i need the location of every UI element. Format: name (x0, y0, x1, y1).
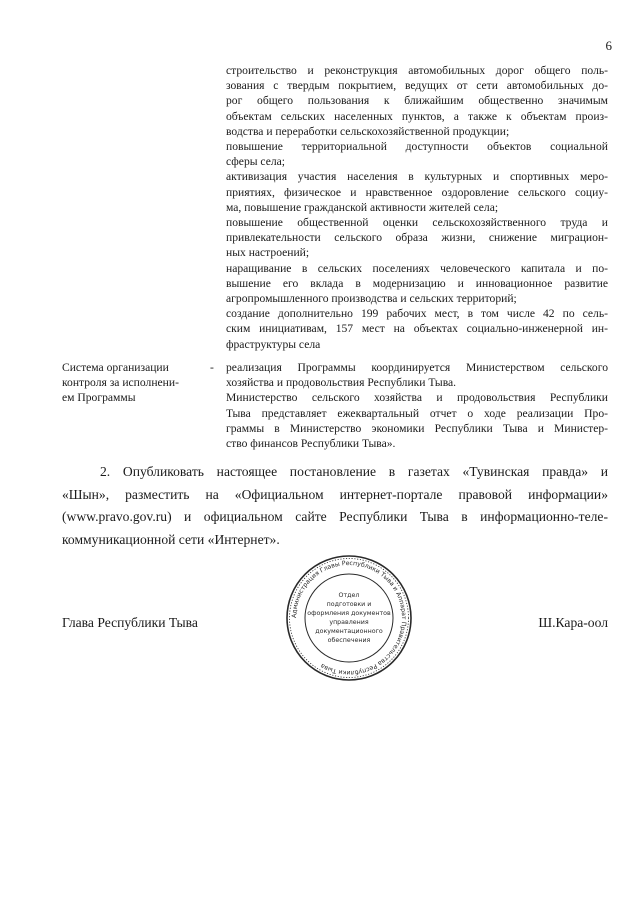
goals-line: ским инициативам, 157 мест на объектах социально-инженерной ин- (226, 322, 608, 336)
official-seal (284, 553, 414, 683)
control-line: реализация Программы координируется Министерством сельского (226, 361, 608, 374)
seal-center-line: оформления документов (307, 610, 391, 617)
goals-line: зования с твердым покрытием, ведущих от сети автомобильных до- (226, 79, 608, 93)
seal-center-line: подготовки и (326, 601, 372, 608)
control-system-label (62, 360, 212, 406)
control-line: хозяйства и продовольствия Республики Тыва. (226, 376, 457, 390)
seal-center-line: документационного (315, 628, 383, 635)
goals-line: строительство и реконструкция автомобильных дорог общего поль- (226, 64, 608, 77)
seal-center-line: обеспечения (327, 637, 371, 644)
seal-center-line: управления (329, 619, 369, 626)
goals-line: ных настроений; (226, 246, 310, 260)
control-line: ство финансов Республики Тыва». (226, 437, 396, 451)
control-system-block (226, 360, 608, 451)
page-number: 6 (605, 38, 612, 53)
publication-paragraph (62, 461, 608, 551)
goals-line: ма, повышение гражданской активности жителей села; (226, 200, 499, 214)
seal-dotted-ring (290, 559, 409, 678)
paragraph-line: (www.pravo.gov.ru) и официальном сайте Республики Тыва в информационно-теле- (62, 509, 608, 525)
paragraph-line: 2. Опубликовать настоящее постановление в газетах «Тувинская правда» и (100, 464, 608, 479)
paragraph-line: «Шын», разместить на «Официальном интернет-портале правовой информации» (62, 486, 608, 502)
goals-line: привлекательности сельского образа жизни, снижение миграцион- (226, 231, 608, 245)
control-line: Тыва представляет ежеквартальный отчет о ходе реализации Про- (226, 406, 608, 420)
goals-line: агропромышленного производства и сельских территорий; (226, 292, 517, 306)
signatory-name: Ш.Кара-оол (538, 615, 608, 630)
goals-line: рог общего пользования к ближайшим общественно значимым (226, 94, 608, 108)
goals-line: вышение его вклада в модернизацию и инновационное развитие (226, 276, 608, 290)
program-goals-block (226, 63, 608, 352)
control-line: граммы в Министерство экономики Республики Тыва и Министер- (226, 421, 608, 435)
goals-line: создание дополнительно 199 рабочих мест, в том числе 42 по сель- (226, 307, 608, 321)
seal-outer-ring (287, 556, 411, 680)
paragraph-line: коммуникационной сети «Интернет». (62, 531, 280, 547)
label-dash: - (210, 361, 214, 374)
goals-line: приятиях, физическое и нравственное оздоровление сельского социу- (226, 185, 608, 199)
control-label-line: ем Программы (62, 391, 136, 405)
control-label-line: Система организации (62, 361, 169, 374)
goals-line: водства и переработки сельскохозяйственной продукции; (226, 124, 510, 138)
goals-line: объектам сельских населенных пунктов, а также к объектам произ- (226, 109, 608, 123)
goals-line: сферы села; (226, 155, 286, 169)
signatory-position: Глава Республики Тыва (62, 615, 198, 630)
goals-line: фраструктуры села (226, 337, 321, 351)
goals-line: повышение общественной оценки сельскохозяйственного труда и (226, 216, 608, 230)
control-line: Министерство сельского хозяйства и продовольствия Республики (226, 391, 608, 405)
control-label-line: контроля за исполнени- (62, 376, 179, 390)
seal-center-line: Отдел (338, 592, 360, 599)
seal-inner-ring (305, 574, 393, 662)
goals-line: повышение территориальной доступности объектов социальной (226, 140, 608, 154)
seal-ring-text-path: Администрация Главы Республики Тыва и Аппарат Правительства Республики Тыва (290, 559, 408, 677)
goals-line: активизация участия населения в культурных и спортивных меро- (226, 170, 608, 184)
goals-line: наращивание в сельских поселениях человеческого капитала и по- (226, 261, 608, 275)
